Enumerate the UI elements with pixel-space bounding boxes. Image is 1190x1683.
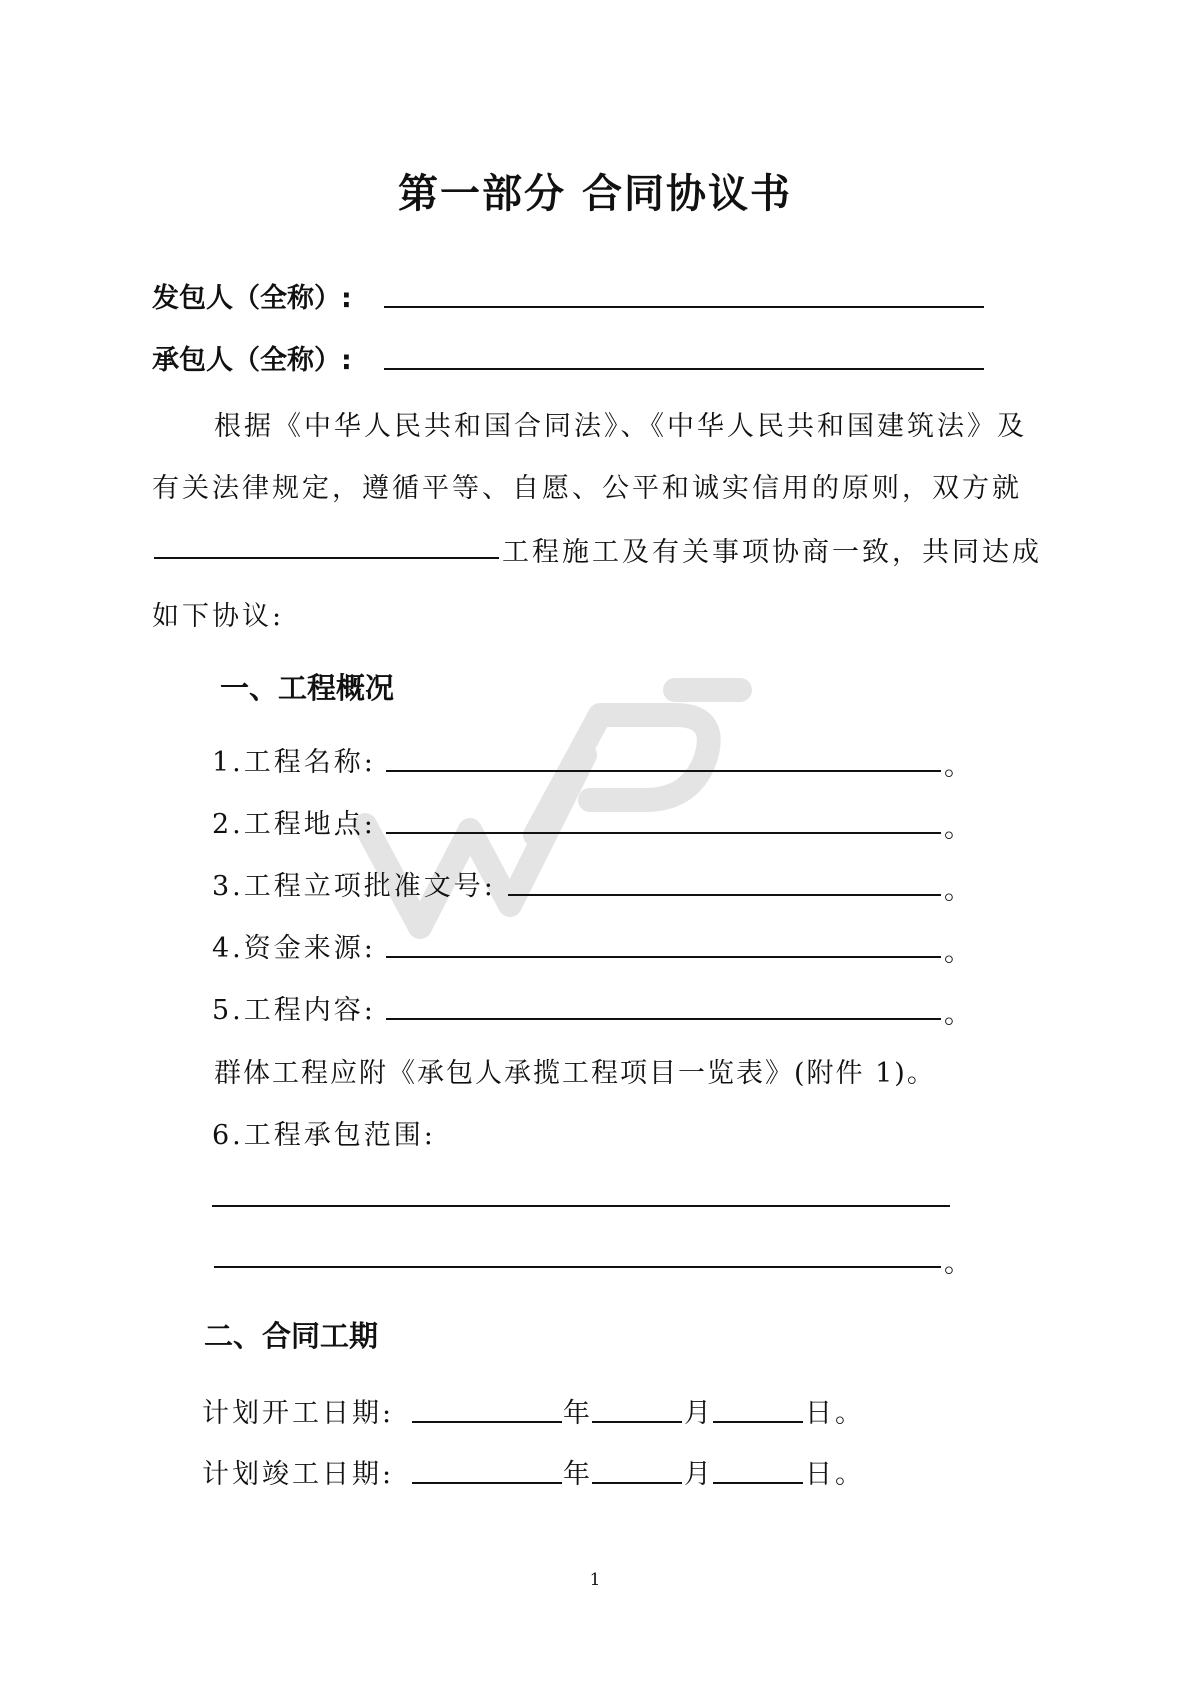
project-content-field[interactable] <box>386 1018 941 1020</box>
start-month-unit: 月 <box>684 1398 714 1429</box>
start-day-unit: 日。 <box>805 1398 865 1429</box>
funding-source-label: 4.资金来源: <box>212 933 376 964</box>
scope-field-line-1[interactable] <box>212 1205 950 1207</box>
employer-name-field[interactable] <box>384 306 984 308</box>
project-name-label: 1.工程名称: <box>212 747 376 778</box>
finish-day-field[interactable] <box>713 1482 803 1484</box>
scope-field-line-2[interactable] <box>214 1266 941 1268</box>
scope-end: 。 <box>944 1248 974 1279</box>
contractor-name-field[interactable] <box>384 368 984 370</box>
project-location-end: 。 <box>944 813 974 844</box>
intro-line-3: 工程施工及有关事项协商一致，共同达成 <box>502 537 1042 568</box>
approval-number-label: 3.工程立项批准文号: <box>212 871 496 902</box>
project-name-field[interactable] <box>386 770 941 772</box>
project-location-label: 2.工程地点: <box>212 809 376 840</box>
project-content-label: 5.工程内容: <box>212 995 376 1026</box>
project-location-field[interactable] <box>386 832 941 834</box>
funding-source-end: 。 <box>944 937 974 968</box>
finish-year-field[interactable] <box>412 1482 562 1484</box>
finish-month-unit: 月 <box>684 1459 714 1490</box>
intro-line-4: 如下协议: <box>152 601 285 632</box>
project-content-end: 。 <box>944 999 974 1030</box>
finish-year-unit: 年 <box>563 1459 593 1490</box>
project-name-end: 。 <box>944 751 974 782</box>
start-year-field[interactable] <box>412 1421 562 1423</box>
wps-watermark <box>345 665 765 945</box>
finish-month-field[interactable] <box>592 1482 682 1484</box>
section-1-heading: 一、工程概况 <box>220 671 395 705</box>
section-2-heading: 二、合同工期 <box>204 1319 379 1353</box>
start-year-unit: 年 <box>563 1398 593 1429</box>
group-project-note: 群体工程应附《承包人承揽工程项目一览表》(附件 1)。 <box>214 1058 936 1089</box>
project-name-blank[interactable] <box>154 557 499 559</box>
page-number: 1 <box>589 1570 601 1590</box>
start-day-field[interactable] <box>713 1421 803 1423</box>
approval-number-end: 。 <box>944 875 974 906</box>
finish-date-label: 计划竣工日期: <box>202 1459 395 1490</box>
start-date-label: 计划开工日期: <box>202 1398 395 1429</box>
approval-number-field[interactable] <box>508 894 941 896</box>
intro-line-1: 根据《中华人民共和国合同法》、《中华人民共和国建筑法》及 <box>214 411 1027 442</box>
funding-source-field[interactable] <box>386 956 941 958</box>
start-month-field[interactable] <box>592 1421 682 1423</box>
intro-line-2: 有关法律规定，遵循平等、自愿、公平和诚实信用的原则，双方就 <box>152 473 1022 504</box>
contractor-label: 承包人（全称）: <box>152 345 352 376</box>
finish-day-unit: 日。 <box>805 1459 865 1490</box>
page-title: 第一部分 合同协议书 <box>398 171 792 217</box>
scope-label: 6.工程承包范围: <box>212 1120 436 1151</box>
employer-label: 发包人（全称）: <box>152 283 352 314</box>
